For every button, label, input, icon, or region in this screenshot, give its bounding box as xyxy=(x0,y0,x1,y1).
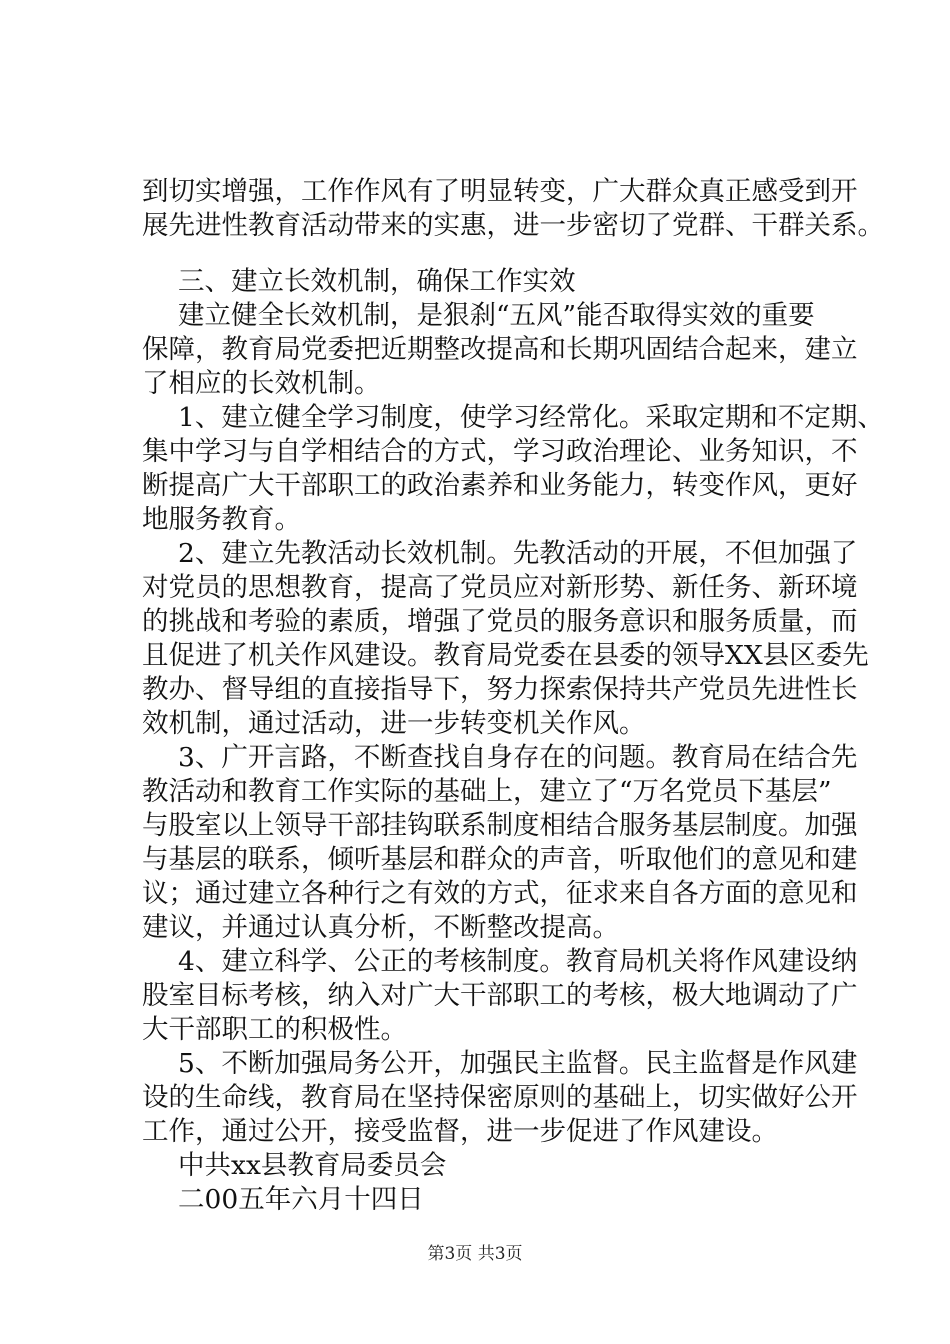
body-line: 3、广开言路，不断查找自身存在的问题。教育局在结合先 xyxy=(178,742,858,773)
body-line: 对党员的思想教育，提高了党员应对新形势、新任务、新环境 xyxy=(142,572,858,603)
section-heading: 三、建立长效机制，确保工作实效 xyxy=(178,266,576,297)
body-line: 股室目标考核，纳入对广大干部职工的考核，极大地调动了广 xyxy=(142,980,858,1011)
body-line: 议；通过建立各种行之有效的方式，征求来自各方面的意见和 xyxy=(142,878,858,909)
body-line: 的挑战和考验的素质，增强了党员的服务意识和服务质量，而 xyxy=(142,606,858,637)
body-line: 工作，通过公开，接受监督，进一步促进了作风建设。 xyxy=(142,1116,778,1147)
body-line: 断提高广大干部职工的政治素养和业务能力，转变作风，更好 xyxy=(142,470,858,501)
body-line: 设的生命线，教育局在坚持保密原则的基础上，切实做好公开 xyxy=(142,1082,858,1113)
body-line: 建议，并通过认真分析，不断整改提高。 xyxy=(142,912,619,943)
body-line: 且促进了机关作风建设。教育局党委在县委的领导XX县区委先 xyxy=(142,640,869,671)
body-line: 与基层的联系，倾听基层和群众的声音，听取他们的意见和建 xyxy=(142,844,858,875)
page-footer: 第3页 共3页 xyxy=(427,1244,523,1264)
body-line: 教办、督导组的直接指导下，努力探索保持共产党员先进性长 xyxy=(142,674,858,705)
body-line: 效机制，通过活动，进一步转变机关作风。 xyxy=(142,708,646,739)
body-line: 2、建立先教活动长效机制。先教活动的开展，不但加强了 xyxy=(178,538,858,569)
body-line: 地服务教育。 xyxy=(142,504,301,535)
body-line: 1、建立健全学习制度，使学习经常化。采取定期和不定期、 xyxy=(178,402,884,433)
body-line: 建立健全长效机制，是狠刹“五风”能否取得实效的重要 xyxy=(178,300,815,331)
body-line: 5、不断加强局务公开，加强民主监督。民主监督是作风建 xyxy=(178,1048,858,1079)
signature-organization: 中共xx县教育局委员会 xyxy=(178,1150,447,1181)
body-line: 到切实增强，工作作风有了明显转变，广大群众真正感受到开 xyxy=(142,176,858,207)
body-line: 与股室以上领导干部挂钩联系制度相结合服务基层制度。加强 xyxy=(142,810,858,841)
body-line: 教活动和教育工作实际的基础上，建立了“万名党员下基层” xyxy=(142,776,832,807)
body-line: 4、建立科学、公正的考核制度。教育局机关将作风建设纳 xyxy=(178,946,858,977)
body-line: 展先进性教育活动带来的实惠，进一步密切了党群、干群关系。 xyxy=(142,210,884,241)
body-line: 集中学习与自学相结合的方式，学习政治理论、业务知识，不 xyxy=(142,436,858,467)
body-line: 保障，教育局党委把近期整改提高和长期巩固结合起来，建立 xyxy=(142,334,858,365)
signature-date: 二00五年六月十四日 xyxy=(178,1184,424,1215)
body-line: 了相应的长效机制。 xyxy=(142,368,381,399)
body-line: 大干部职工的积极性。 xyxy=(142,1014,407,1045)
